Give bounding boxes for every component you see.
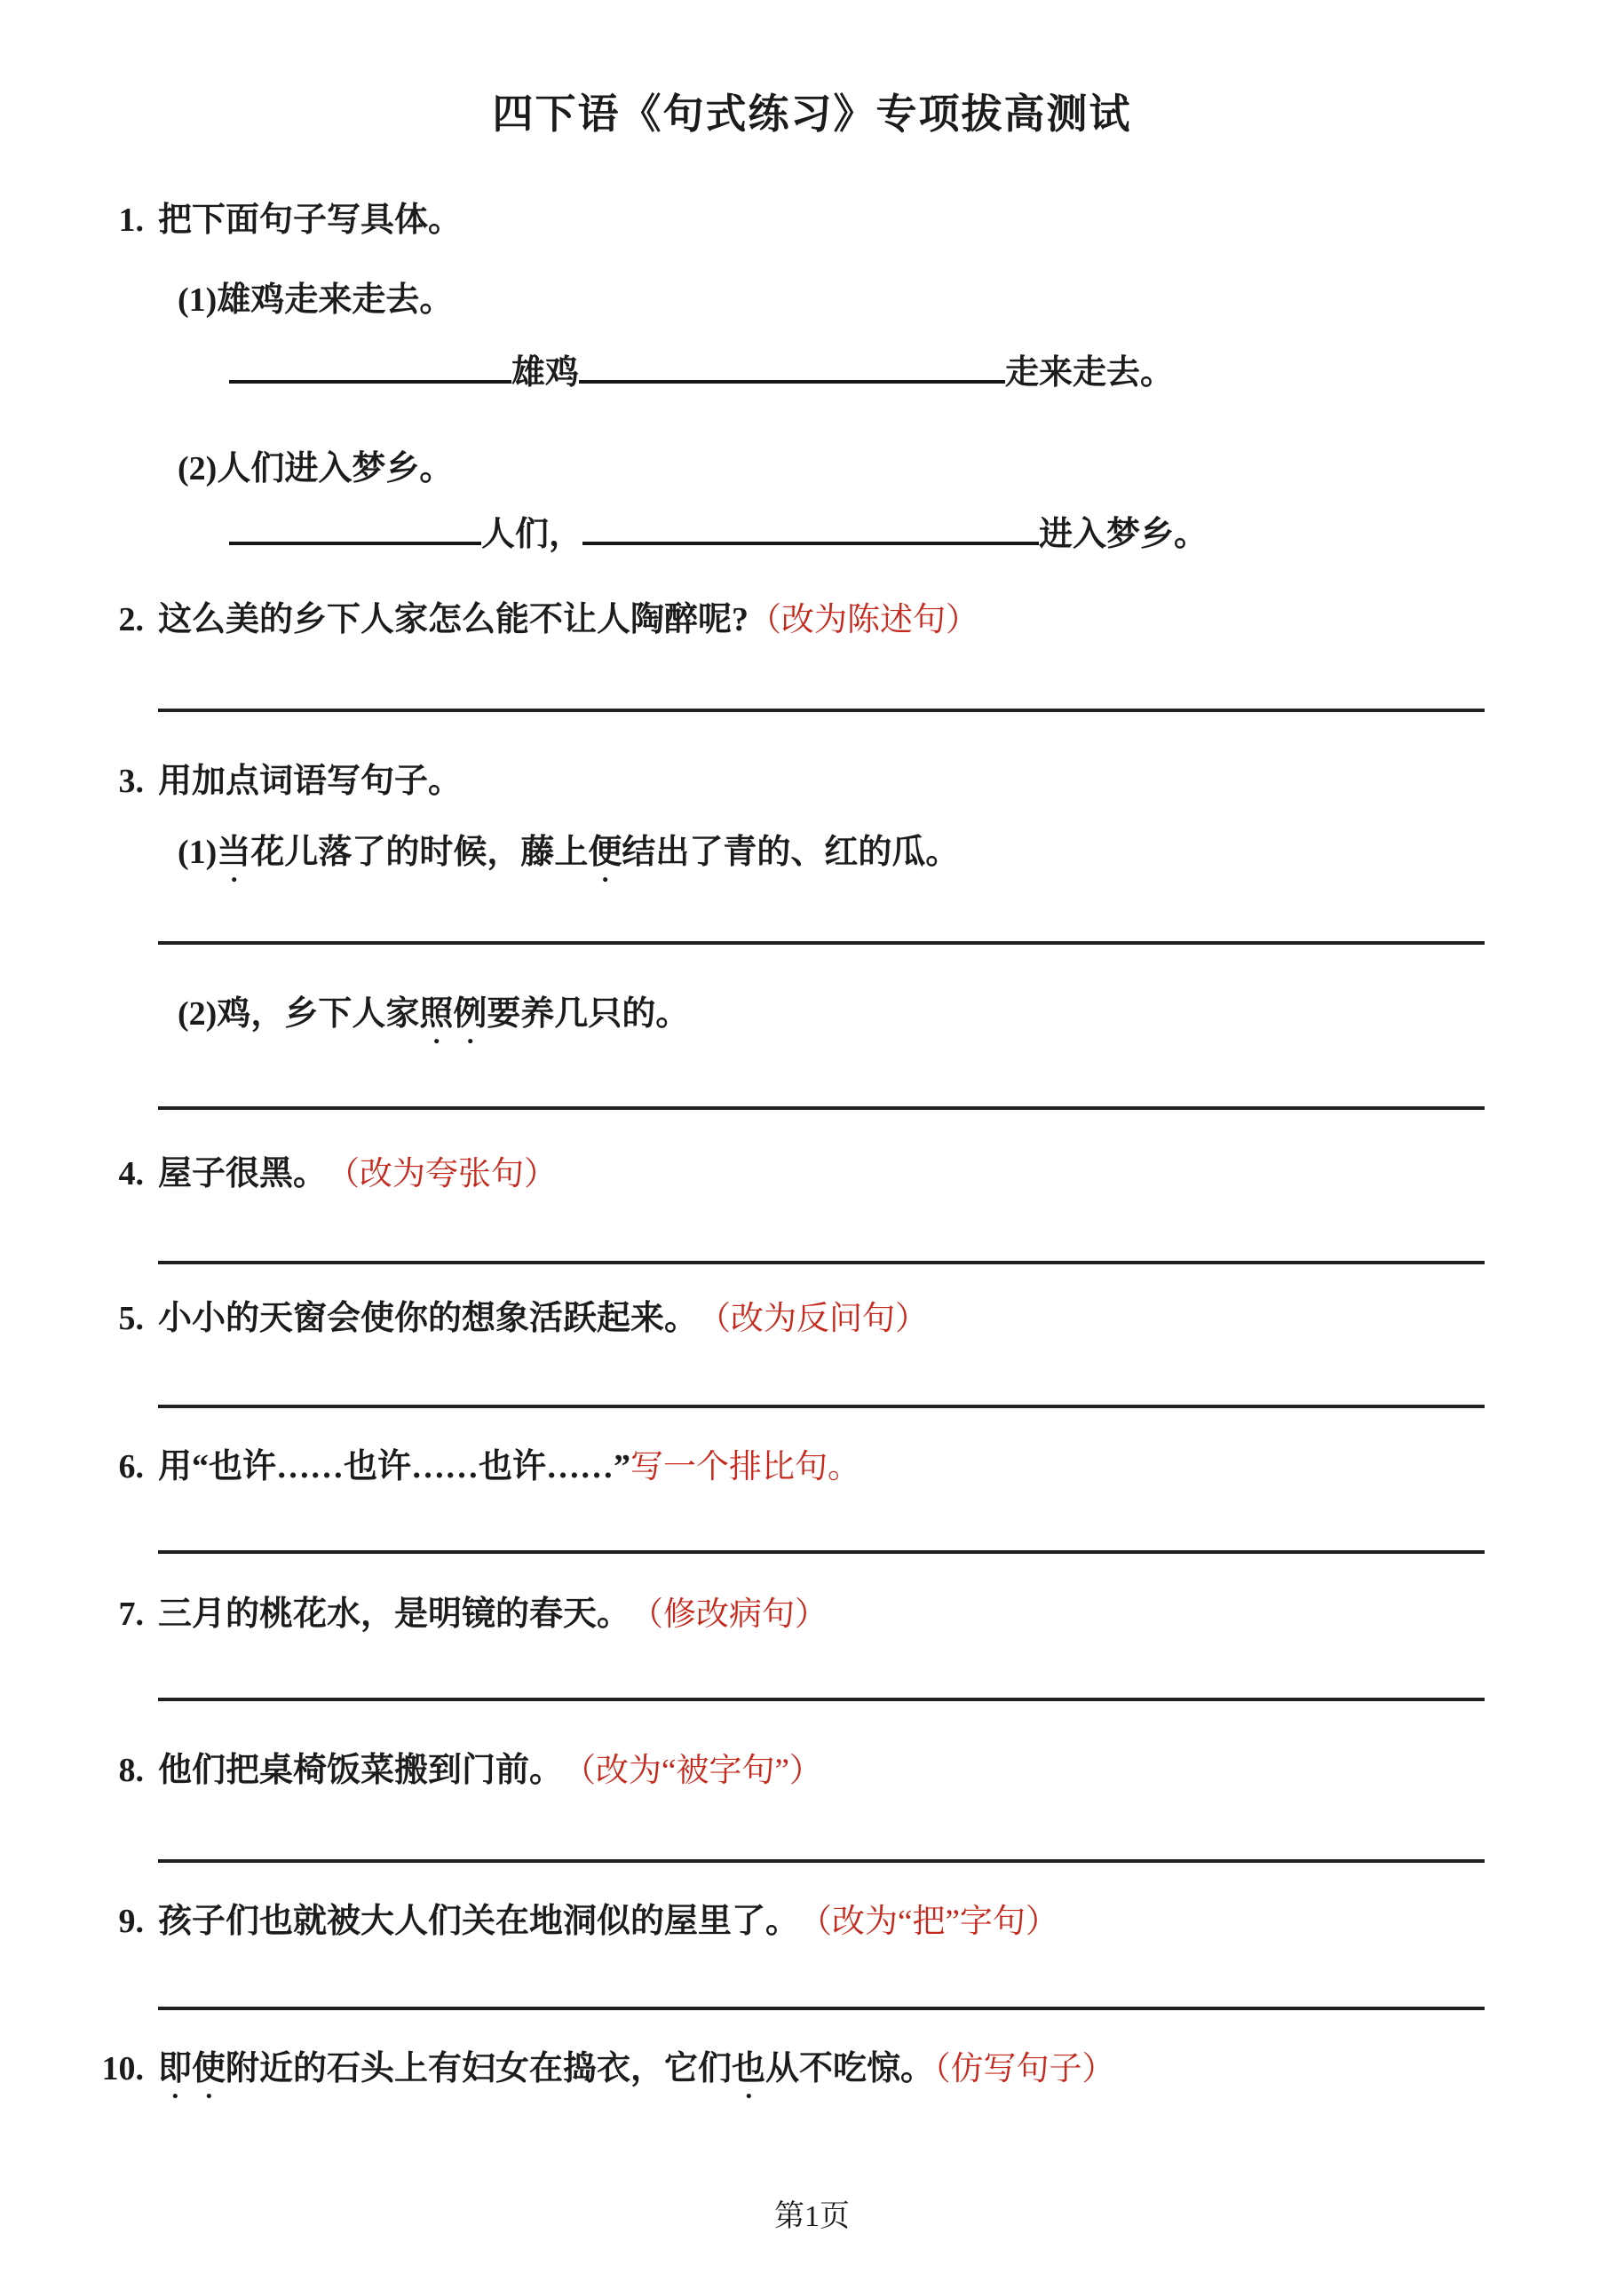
question-5 [99,1299,928,1340]
question-1-text: 把下面句子写具体。 [158,202,463,239]
question-8 [99,1751,822,1792]
dotted-word: 当 [217,834,251,871]
answer-line-q9 [158,2007,1485,2010]
fill-mid-text: 人们， [481,516,583,553]
blank-segment [579,380,1005,384]
worksheet-title: 四下语《句式练习》专项拔高测试 [492,91,1132,137]
question-6 [99,1447,860,1488]
question-10-text: 从不吃惊。 [765,2050,935,2087]
question-6-text: 用“也许……也许……也许……” [158,1448,631,1485]
question-2-text: 这么美的乡下人家怎么能不让人陶醉呢? [158,601,749,638]
question-6-note: 写一个排比句。 [630,1449,861,1485]
dotted-word: 即使 [158,2050,226,2087]
sub-text: 要养几只的。 [487,995,690,1033]
dotted-word: 便 [588,834,622,871]
fill-line-1 [229,353,1174,394]
sub-label: (2) [178,995,218,1033]
dotted-word: 也 [732,2050,766,2087]
question-3 [99,762,462,803]
question-3-number: 3. [118,763,144,800]
question-9-text: 孩子们也就被大人们关在地洞似的屋里了。 [158,1903,800,1940]
answer-line-q6 [158,1550,1485,1554]
question-4-note: （改为夸张句） [327,1156,558,1192]
question-3-text: 用加点词语写句子。 [158,763,463,800]
sub-text: 人们进入梦乡。 [217,450,454,487]
question-3-sub-1 [178,833,959,890]
sub-text: 雄鸡走来走去。 [217,281,454,319]
dotted-word: 照例 [419,995,487,1033]
question-5-number: 5. [118,1300,144,1337]
question-9-note: （改为“把”字句） [799,1904,1058,1940]
answer-line-q7 [158,1698,1485,1701]
question-7 [99,1595,828,1635]
question-7-number: 7. [118,1596,144,1633]
question-10-note: （仿写句子） [934,2051,1115,2087]
fill-tail-text: 走来走去。 [1005,354,1175,392]
question-2-note: （改为陈述句） [749,602,979,638]
question-3-sub-2 [178,994,689,1051]
question-8-number: 8. [118,1752,144,1789]
question-5-note: （改为反问句） [698,1301,929,1337]
page-number: 第1页 [774,2200,850,2233]
question-7-note: （修改病句） [630,1596,828,1633]
question-2 [99,600,978,641]
question-9 [99,1902,1058,1943]
answer-line-q3-1 [158,941,1485,945]
question-1-number: 1. [118,202,144,239]
answer-line-q3-2 [158,1106,1485,1110]
answer-line-q2 [158,709,1485,712]
question-9-number: 9. [118,1903,144,1940]
question-1-sub-1 [178,281,453,321]
question-5-text: 小小的天窗会使你的想象活跃起来。 [158,1300,699,1337]
question-10-number: 10. [101,2050,144,2087]
answer-line-q5 [158,1405,1485,1408]
blank-segment [229,380,511,384]
answer-line-q8 [158,1859,1485,1863]
sub-label: (1) [178,281,218,319]
sub-text: 结出了青的、红的瓜。 [622,834,960,871]
question-4 [99,1154,557,1195]
fill-tail-text: 进入梦乡。 [1039,516,1208,553]
question-10 [99,2049,1115,2106]
question-1-sub-2 [178,449,453,490]
question-7-text: 三月的桃花水，是明镜的春天。 [158,1596,631,1633]
question-4-text: 屋子很黑。 [158,1155,328,1192]
answer-line-q4 [158,1261,1485,1264]
sub-label: (1) [178,834,218,871]
sub-text: 花儿落了的时候，藤上 [250,834,589,871]
question-6-number: 6. [118,1448,144,1485]
fill-line-2 [229,515,1208,556]
sub-text: 鸡，乡下人家 [217,995,420,1033]
question-10-text: 附近的石头上有妇女在捣衣，它们 [226,2050,733,2087]
question-2-number: 2. [118,601,144,638]
fill-mid-text: 雄鸡 [511,354,580,392]
question-4-number: 4. [118,1155,144,1192]
sub-label: (2) [178,450,218,487]
question-8-text: 他们把桌椅饭菜搬到门前。 [158,1752,564,1789]
blank-segment [582,542,1039,545]
blank-segment [229,542,481,545]
question-8-note: （改为“被字句”） [563,1753,822,1789]
question-1 [99,201,462,242]
